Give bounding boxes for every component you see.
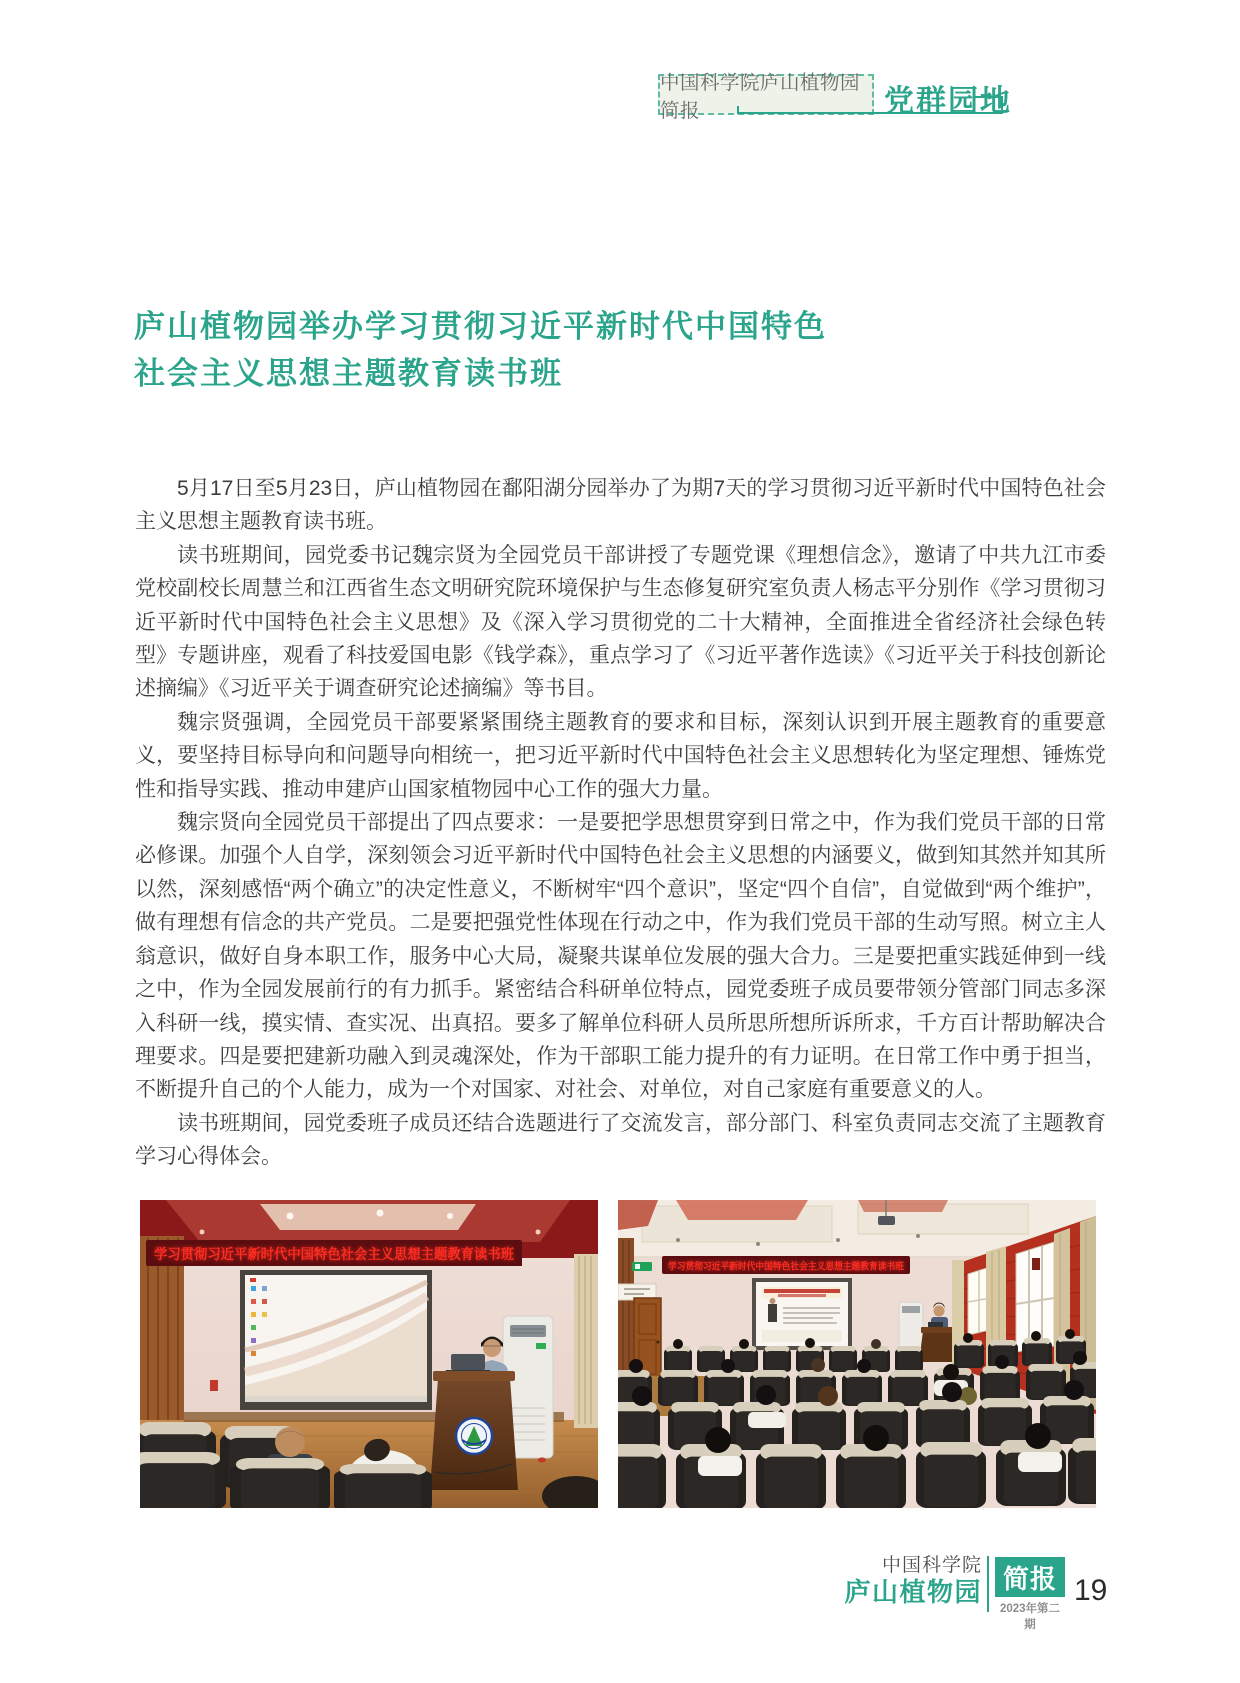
masthead-kicker: 中国科学院庐山植物园简报 [658, 74, 874, 115]
footer-org-name-cas: 中国科学院 [881, 1555, 982, 1576]
floor-item [538, 1458, 546, 1463]
air-conditioner [899, 1302, 923, 1352]
led-banner [662, 1256, 925, 1274]
photo-classroom-front-view [140, 1200, 598, 1508]
article-body [135, 472, 1106, 1174]
footer-divider [987, 1556, 989, 1612]
led-banner-text: 学习贯彻习近平新时代中国特色社会主义思想主题教育读书班 [154, 1246, 515, 1262]
led-banner [146, 1240, 522, 1266]
chair [230, 1458, 330, 1508]
footer-issue-label: 2023年第二期 [999, 1603, 1061, 1631]
article-paragraph: 魏宗贤强调，全园党员干部要紧紧围绕主题教育的要求和目标，深刻认识到开展主题教育的重要意义，要坚持目标导向和问题导向相统一，把习近平新时代中国特色社会主义思想转化为坚定理想、锤炼党性和指导实践、推动申建庐山国家植物园中心工作的强大力量。 [135, 710, 1106, 801]
masthead-bracket-line [728, 90, 1018, 118]
article-paragraph: 读书班期间，园党委书记魏宗贤为全园党员干部讲授了专题党课《理想信念》，邀请了中共九江市委党校副校长周慧兰和江西省生态文明研究院环境保护与生态修复研究室负责人杨志平分别作《学习贯彻习近平新时代中国特色社会主义思想》及《深入学习贯彻党的二十大精神，全面推进全省经济社会绿色转型》专题讲座，观看了科技爱国电影《钱学森》，重点学习了《习近平著作选读》《习近平关于科技创新论述摘编》《习近平关于调查研究论述摘编》等书目。 [135, 543, 1106, 701]
footer-org-block [844, 1555, 982, 1607]
chair [334, 1464, 432, 1508]
article-title [134, 303, 827, 397]
masthead-section-label: 党群园地 [884, 85, 1012, 118]
wall-socket [210, 1380, 218, 1391]
photo-classroom-rear-view [618, 1200, 1096, 1508]
article-paragraph: 魏宗贤向全园党员干部提出了四点要求：一是要把学思想贯穿到日常之中，作为我们党员干部的日常必修课。加强个人自学，深刻领会习近平新时代中国特色社会主义思想的内涵要义，做到知其然并知其所以然，深刻感悟“两个确立”的决定性意义，不断树牢“四个意识”，坚定“四个自信”，自觉做到“两个维护”，做有理想有信念的共产党员。二是要把强党性体现在行动之中，作为我们党员干部的生动写照。树立主人翁意识，做好自身本职工作，服务中心大局，凝聚共谋单位发展的强大合力。三是要把重实践延伸到一线之中，作为全园发展前行的有力抓手。紧密结合科研单位特点，园党委班子成员要带领分管部门同志多深入科研一线，摸实情、查实况、出真招。要多了解单位科研人员所思所想所诉所求，千方百计帮助解决合理要求。四是要把建新功融入到灵魂深处，作为干部职工能力提升的有力证明。在日常工作中勇于担当，不断提升自己的个人能力，成为一个对国家、对社会、对单位，对自己家庭有重要意义的人。 [135, 811, 1106, 1102]
article-title-line2: 社会主义思想主题教育读书班 [134, 356, 563, 391]
page-number: 19 [1074, 1574, 1108, 1607]
audience [618, 1329, 1096, 1508]
footer-bulletin-badge: 简报 [995, 1557, 1065, 1597]
wall-fixture [1032, 1258, 1040, 1270]
chair [140, 1452, 226, 1508]
projector [878, 1216, 895, 1225]
led-banner-text: 学习贯彻习近平新时代中国特色社会主义思想主题教育读书班 [668, 1261, 925, 1273]
exit-sign [632, 1262, 652, 1271]
curtain [574, 1254, 598, 1428]
footer-org-name-garden: 庐山植物园 [844, 1577, 982, 1607]
projector-screen [240, 1270, 432, 1410]
article-title-line1: 庐山植物园举办学习贯彻习近平新时代中国特色 [134, 309, 827, 344]
article-paragraph: 读书班期间，园党委班子成员还结合选题进行了交流发言，部分部门、科室负责同志交流了主题教育学习心得体会。 [135, 1111, 1106, 1169]
article-paragraph: 5月17日至5月23日，庐山植物园在鄱阳湖分园举办了为期7天的学习贯彻习近平新时代中国特色社会主义思想主题教育读书班。 [135, 477, 1106, 534]
projector-screen [752, 1278, 852, 1350]
